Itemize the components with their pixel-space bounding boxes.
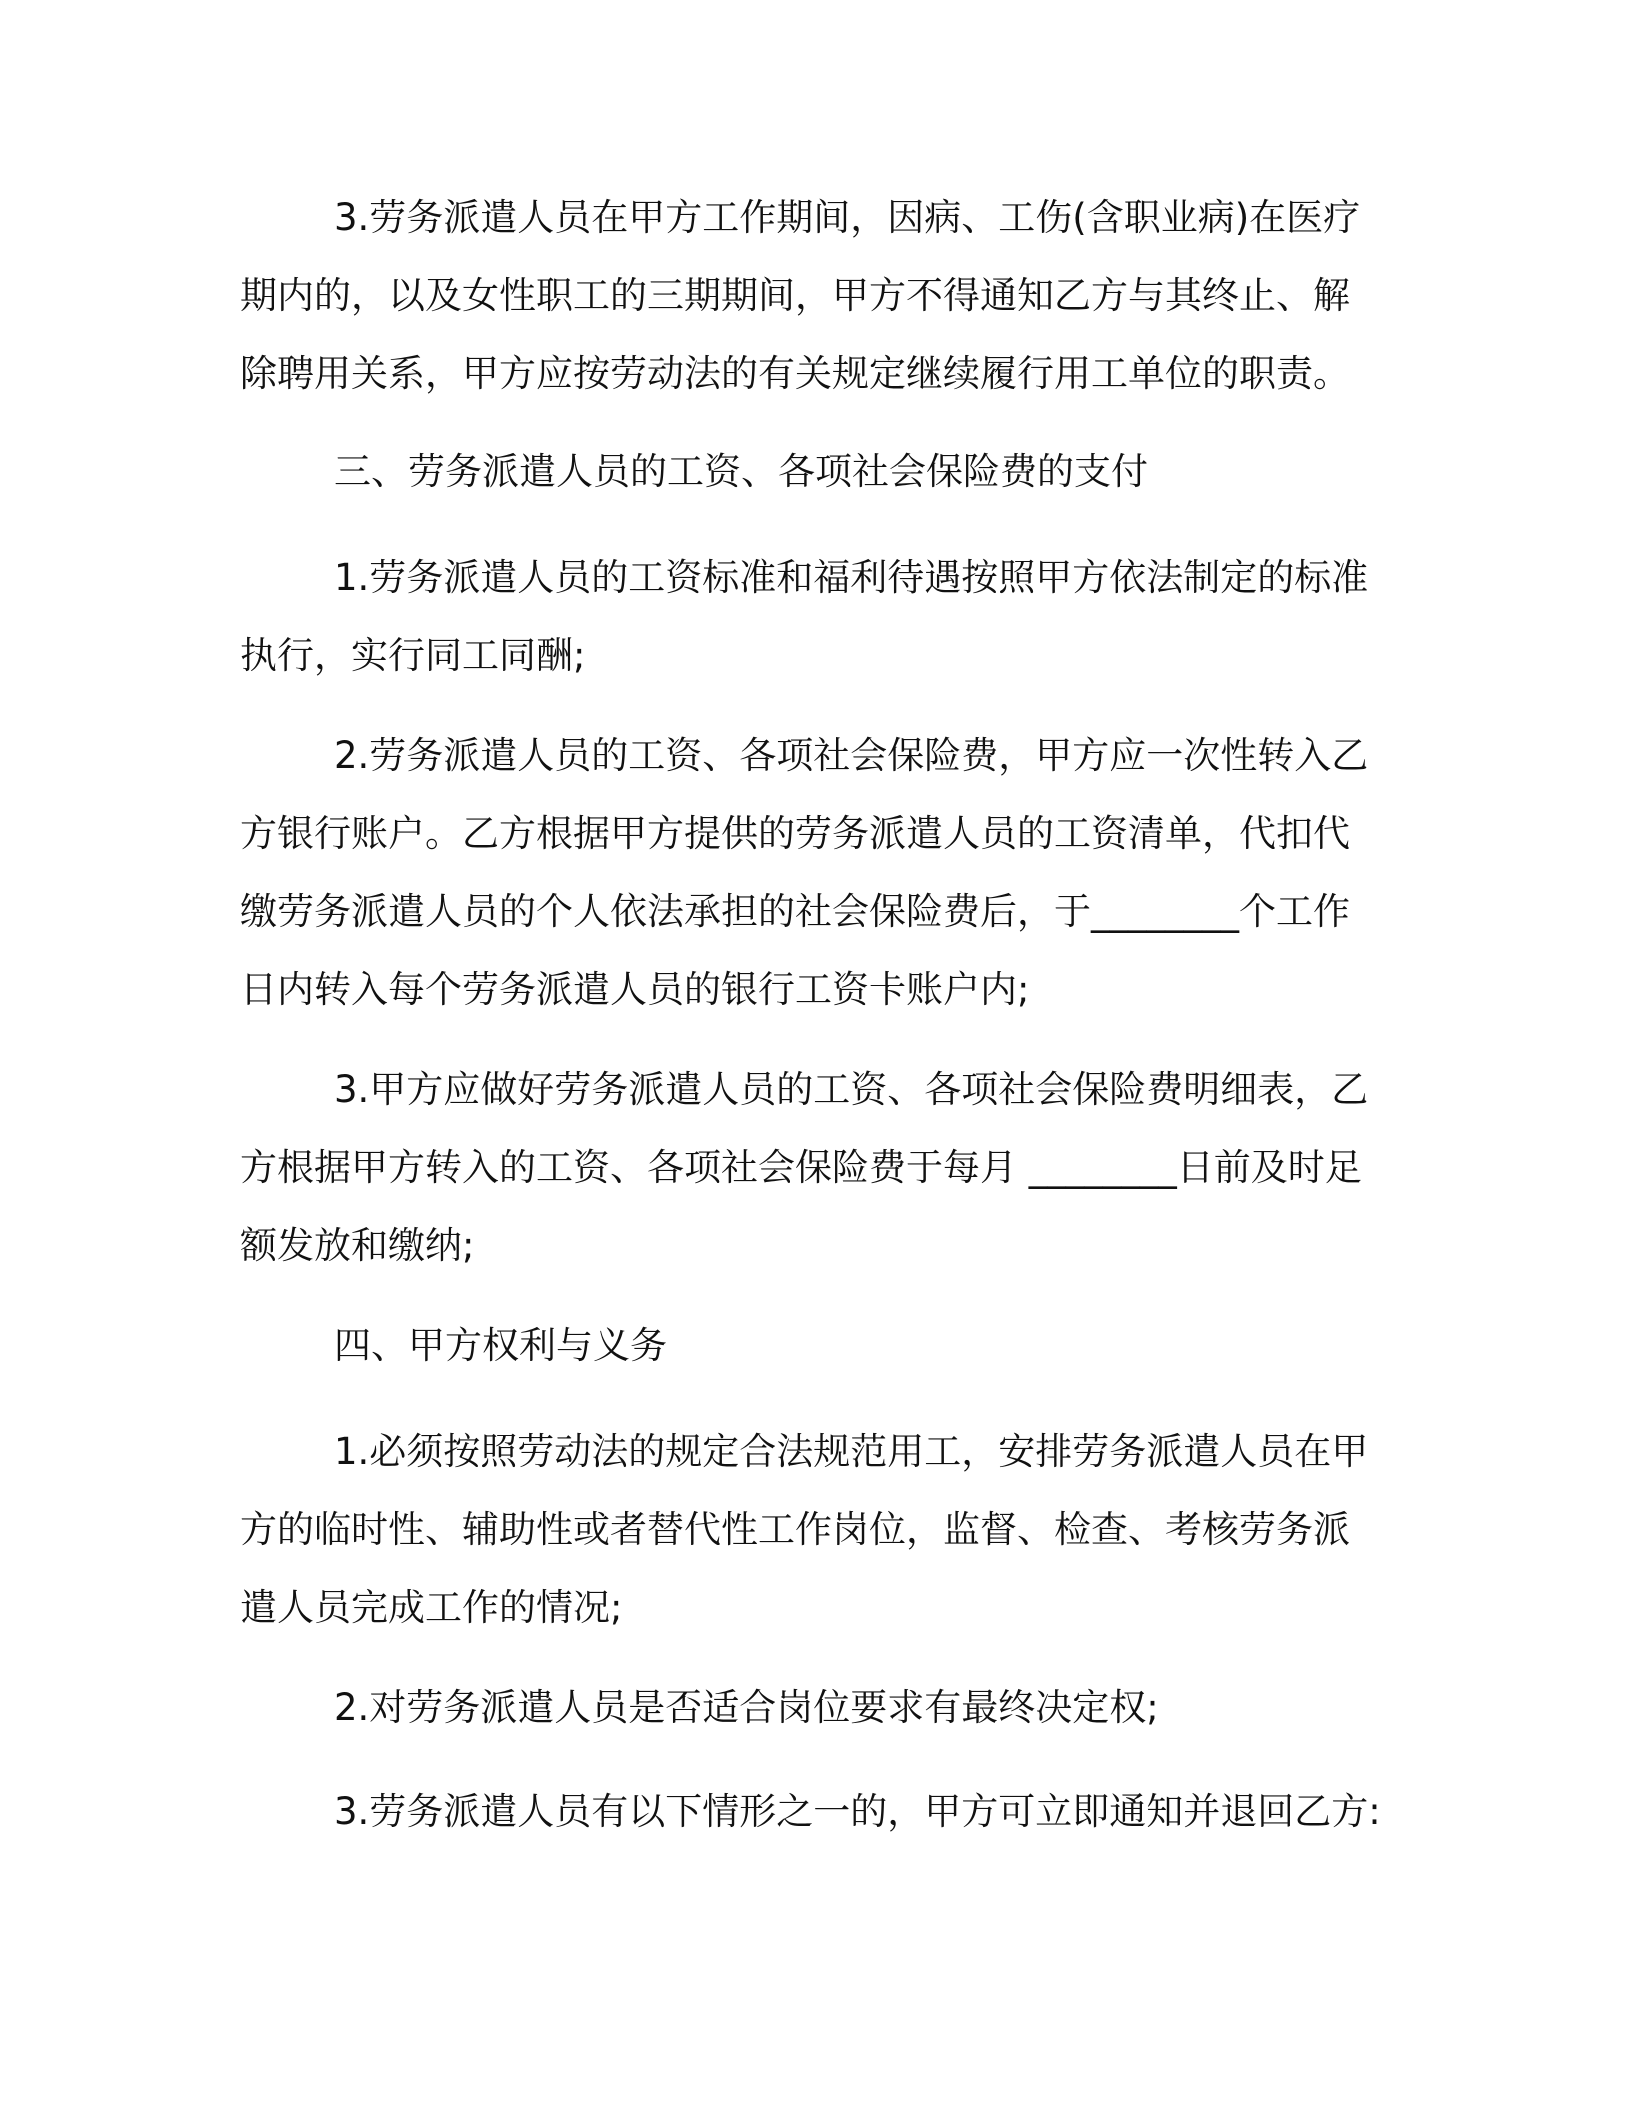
paragraph-3-line-1: 3.劳务派遣人员在甲方工作期间，因病、工伤(含职业病)在医疗 <box>334 196 1361 239</box>
paragraph-3-line-2: 期内的，以及女性职工的三期期间，甲方不得通知乙方与其终止、解 <box>240 274 1350 317</box>
item-1-line-1: 1.劳务派遣人员的工资标准和福利待遇按照甲方依法制定的标准 <box>334 556 1369 599</box>
rights-item-1-line-2: 方的临时性、辅助性或者替代性工作岗位，监督、检查、考核劳务派 <box>240 1508 1350 1551</box>
rights-item-2: 2.对劳务派遣人员是否适合岗位要求有最终决定权; <box>334 1686 1159 1729</box>
item-3-line-2: 方根据甲方转入的工资、各项社会保险费于每月 ________日前及时足 <box>240 1146 1362 1189</box>
item-2-line-4: 日内转入每个劳务派遣人员的银行工资卡账户内; <box>240 968 1030 1011</box>
item-2-line-2: 方银行账户。乙方根据甲方提供的劳务派遣人员的工资清单，代扣代 <box>240 812 1350 855</box>
rights-item-1-line-1: 1.必须按照劳动法的规定合法规范用工，安排劳务派遣人员在甲 <box>334 1430 1369 1473</box>
item-3-line-1: 3.甲方应做好劳务派遣人员的工资、各项社会保险费明细表，乙 <box>334 1068 1369 1111</box>
item-2-line-1: 2.劳务派遣人员的工资、各项社会保险费，甲方应一次性转入乙 <box>334 734 1369 777</box>
section-heading-3: 三、劳务派遣人员的工资、各项社会保险费的支付 <box>334 450 1148 493</box>
paragraph-3-line-3: 除聘用关系，甲方应按劳动法的有关规定继续履行用工单位的职责。 <box>240 352 1350 395</box>
item-3-line-3: 额发放和缴纳; <box>240 1224 475 1267</box>
item-2-line-3: 缴劳务派遣人员的个人依法承担的社会保险费后，于________个工作 <box>240 890 1350 933</box>
section-heading-4: 四、甲方权利与义务 <box>334 1324 667 1367</box>
rights-item-3: 3.劳务派遣人员有以下情形之一的，甲方可立即通知并退回乙方: <box>334 1790 1381 1833</box>
rights-item-1-line-3: 遣人员完成工作的情况; <box>240 1586 623 1629</box>
item-1-line-2: 执行，实行同工同酬; <box>240 634 586 677</box>
